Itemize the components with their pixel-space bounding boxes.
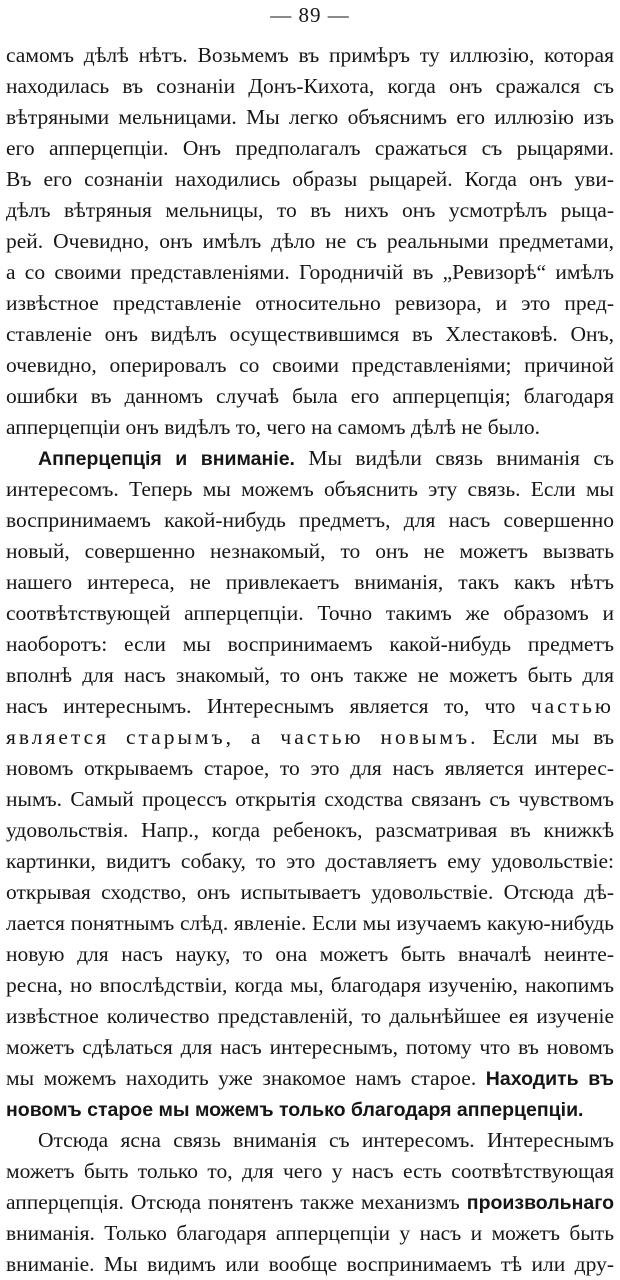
- text-line: можетъ сдѣлаться для насъ интереснымъ, потому что въ новомъ: [6, 1035, 614, 1059]
- text-line: извѣстное количество представленій, то дальнѣйшее ея изученіе: [6, 1004, 614, 1028]
- page-body: [6, 40, 614, 1280]
- text-line: вполнѣ для насъ знакомый, то онъ также не можетъ быть для: [6, 663, 614, 687]
- text-line: а со своими представленіями. Городничій въ „Ревизорѣ“ имѣлъ: [6, 260, 614, 284]
- text-line: вниманія. Только благодаря апперцепціи у насъ и можетъ быть: [6, 1221, 614, 1245]
- bold-emphasis: новомъ старое мы можемъ только благодаря апперцепціи.: [6, 1099, 584, 1121]
- text-line: нашего интереса, не привлекаетъ вниманія, такъ какъ нѣтъ: [6, 570, 614, 594]
- text-line: нымъ. Самый процессъ открытія сходства связанъ съ чувствомъ: [6, 787, 614, 811]
- text-span: апперцепція. Отсюда понятенъ также механизмъ: [6, 1190, 460, 1214]
- text-line: апперцепціи онъ видѣлъ то, чего на самомъ дѣлѣ не было.: [6, 415, 540, 439]
- page-number: — 89 —: [270, 3, 350, 27]
- text-line: рей. Очевидно, онъ имѣлъ дѣло не съ реальными предметами,: [6, 229, 614, 253]
- text-line: воспринимаемъ какой-нибудь предметъ, для насъ совершенно: [6, 508, 614, 532]
- text-line: новый, совершенно незнакомый, то онъ не можетъ вызвать: [6, 539, 614, 563]
- text-line: интересомъ. Теперь мы можемъ объяснить эту связь. Если мы: [6, 477, 614, 501]
- text-line: ошибки въ данномъ случаѣ была его апперцепція; благодаря: [6, 384, 614, 408]
- text-line: новую для насъ науку, то она можетъ быть вначалѣ неинте-: [6, 942, 614, 966]
- text-line: [6, 691, 614, 722]
- text-line: ставленіе онъ видѣлъ осуществившимся въ Хлестаковѣ. Онъ,: [6, 322, 614, 346]
- text-line: вниманіе. Мы видимъ или вообще воспринимаемъ тѣ или дру-: [6, 1252, 614, 1276]
- bold-emphasis: произвольнаго: [466, 1192, 614, 1214]
- text-line: вѣтряными мельницами. Мы легко объяснимъ его иллюзію изъ: [6, 105, 614, 129]
- text-line: открывая сходство, онъ испытываетъ удовольствіе. Отсюда дѣ-: [6, 880, 614, 904]
- text-line: дѣлъ вѣтряныя мельницы, то въ нихъ онъ усмотрѣлъ рыца-: [6, 198, 614, 222]
- text-span: Если мы въ: [492, 725, 614, 749]
- spaced-emphasis: частью: [530, 694, 614, 718]
- text-line: Въ его сознаніи находились образы рыцарей. Когда онъ уви-: [6, 167, 614, 191]
- bold-emphasis: Находить въ: [485, 1068, 614, 1090]
- text-line: извѣстное представленіе относительно ревизора, и это пред-: [6, 291, 614, 315]
- paragraph-3: [6, 1125, 614, 1280]
- text-line: [6, 1187, 614, 1218]
- text-line: Отсюда ясна связь вниманія съ интересомъ. Интереснымъ: [38, 1128, 614, 1152]
- text-line: соотвѣтствующей апперцепціи. Точно такимъ же образомъ и: [6, 601, 614, 625]
- paragraph-2: [6, 443, 614, 1125]
- text-line: очевидно, оперировалъ со своими представленіями; причиной: [6, 353, 614, 377]
- text-line: находилась въ сознаніи Донъ-Кихота, когда онъ сражался съ: [6, 74, 614, 98]
- text-line: [6, 443, 614, 474]
- text-line: можетъ быть только то, для чего у насъ есть соотвѣтствующая: [6, 1159, 614, 1183]
- text-line: картинки, видитъ собаку, то это доставляетъ ему удовольствіе:: [6, 849, 614, 873]
- text-line: удовольствія. Напр., когда ребенокъ, разсматривая въ книжкѣ: [6, 818, 614, 842]
- section-heading: Апперцепція и вниманіе.: [38, 448, 295, 470]
- text-line: его апперцепціи. Онъ предполагалъ сражаться съ рыцарями.: [6, 136, 614, 160]
- text-span: Мы видѣли связь вниманія съ: [308, 446, 614, 470]
- spaced-emphasis: является старымъ, а частью новымъ.: [6, 725, 479, 749]
- paragraph-1: [6, 40, 614, 443]
- text-line: наоборотъ: если мы воспринимаемъ какой-нибудь предметъ: [6, 632, 614, 656]
- text-line: [6, 722, 614, 753]
- text-line: [6, 1063, 614, 1094]
- text-line: лается понятнымъ слѣд. явленіе. Если мы изучаемъ какую-нибудь: [6, 911, 614, 935]
- text-span: мы можемъ находить уже знакомое намъ старое.: [6, 1066, 477, 1090]
- text-line: [6, 1094, 614, 1125]
- text-line: новомъ открываемъ старое, то это для насъ является интерес-: [6, 756, 614, 780]
- text-line: самомъ дѣлѣ нѣтъ. Возьмемъ въ примѣръ ту иллюзію, которая: [6, 43, 614, 67]
- text-span: насъ интереснымъ. Интереснымъ является то, что: [6, 694, 516, 718]
- text-line: ресна, но впослѣдствіи, когда мы, благодаря изученію, накопимъ: [6, 973, 614, 997]
